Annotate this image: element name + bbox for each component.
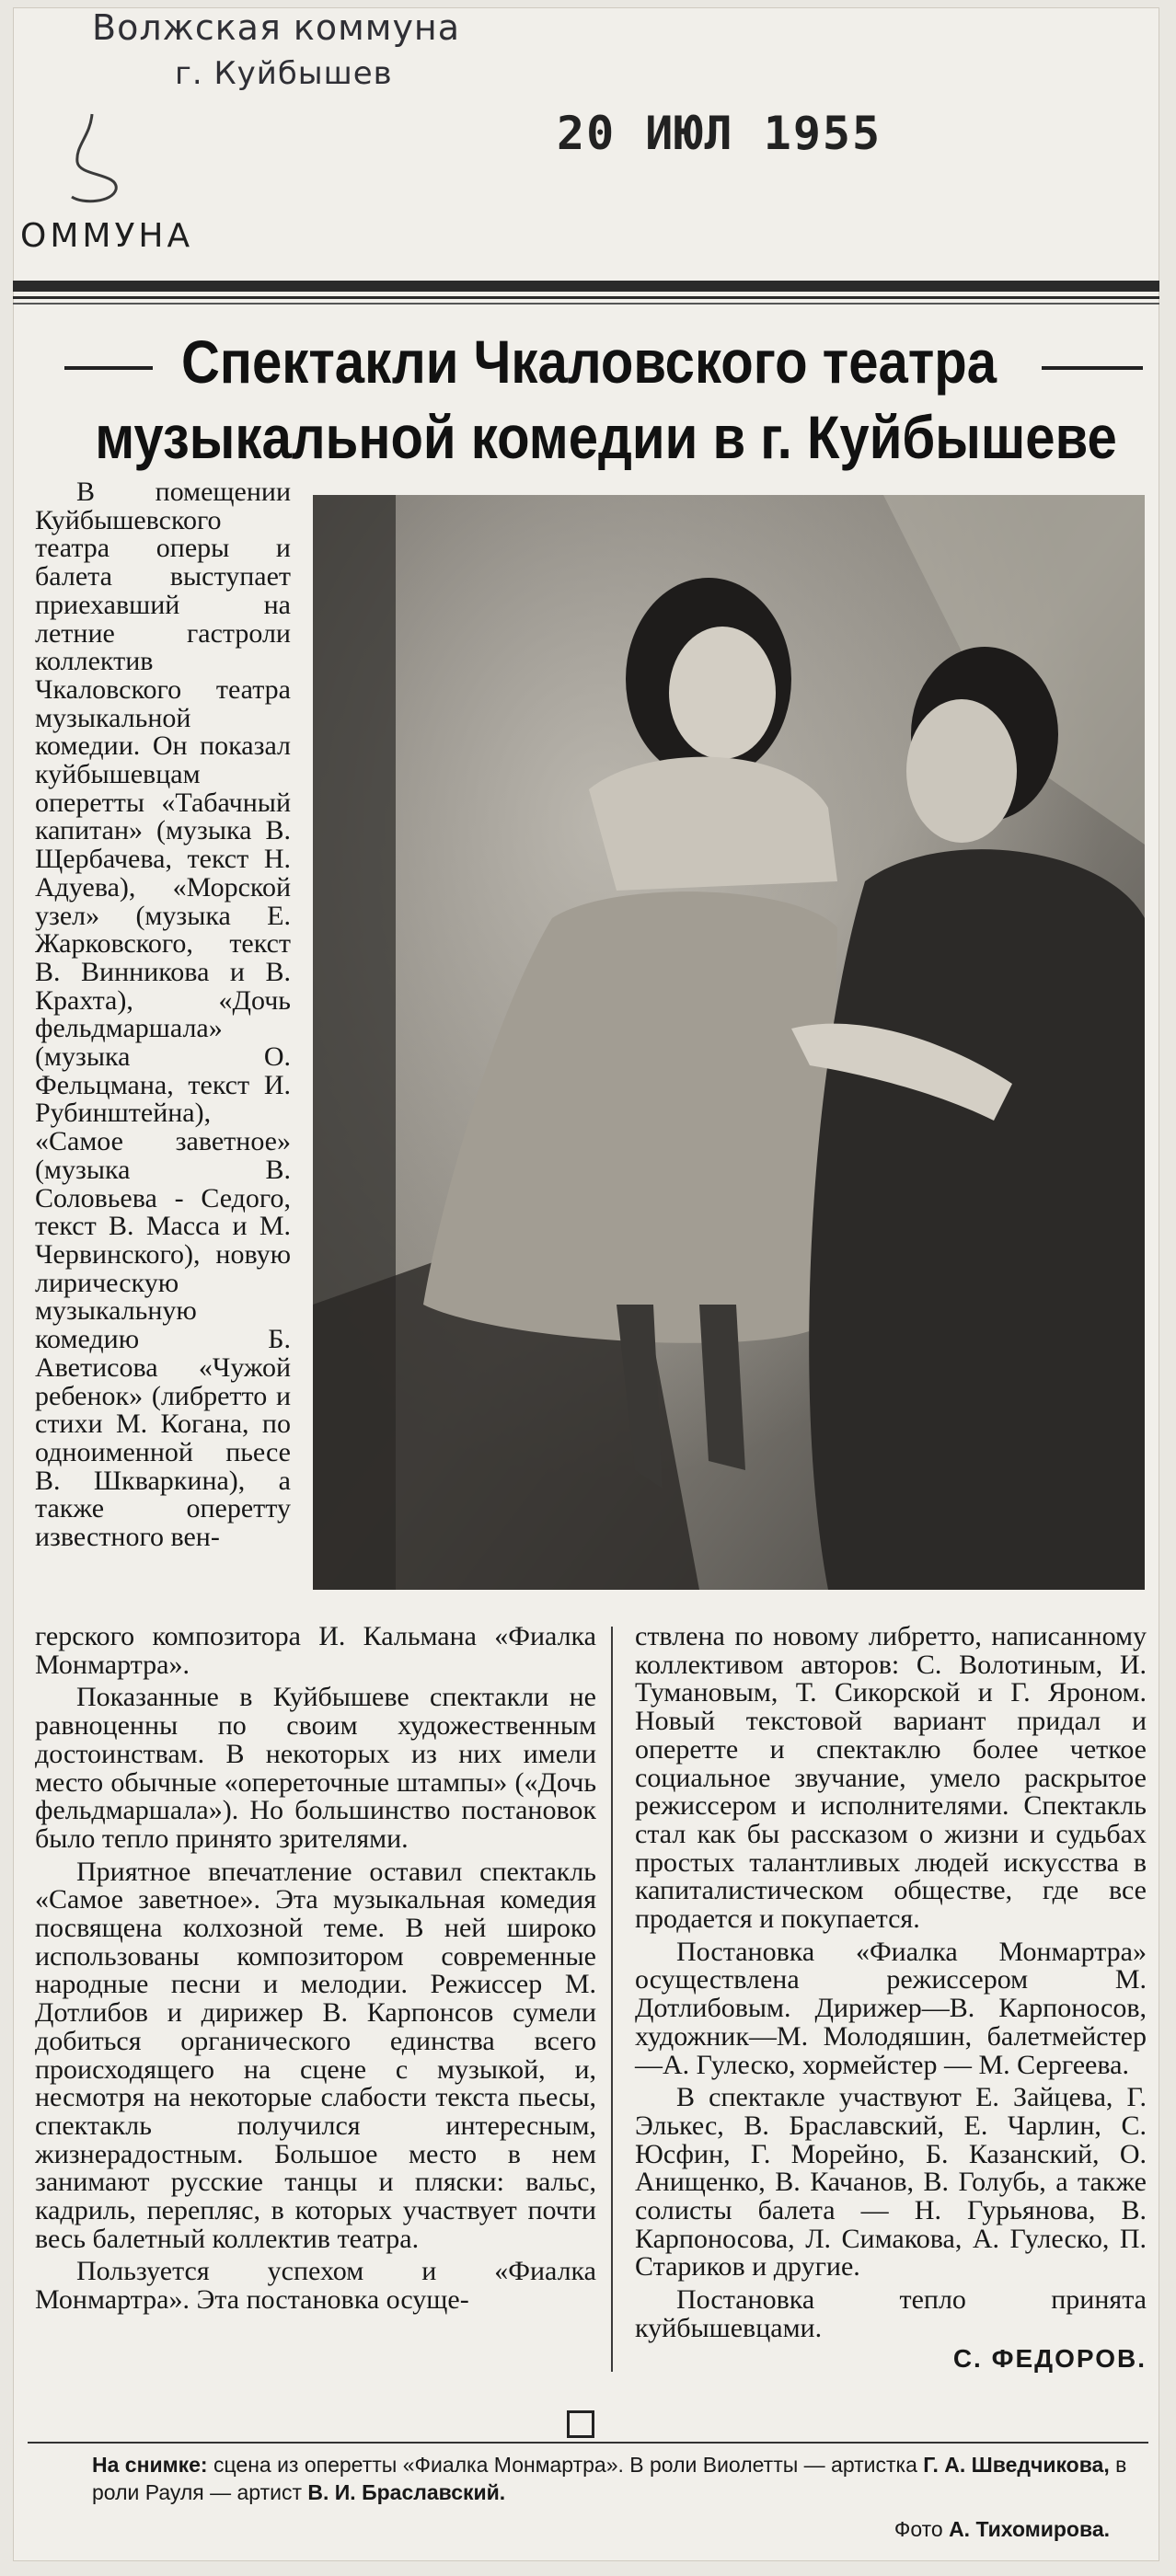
caption-mid: в роли Рауля — артист bbox=[92, 2453, 1127, 2504]
masthead-fragment: ОММУНА bbox=[20, 217, 194, 255]
caption-text: сцена из оперетты «Фиалка Монмартра». В роли Виолетты — артистка bbox=[213, 2453, 917, 2477]
article-paragraph: Пользуется успехом и «Фиалка Монмартра». Эта постановка осуще- bbox=[35, 2256, 596, 2316]
article-right-column bbox=[635, 1623, 1147, 2373]
headline-line-2: музыкальной комедии в г. Куйбышеве bbox=[95, 403, 1117, 471]
article-paragraph: ствлена по новому либретто, написанному коллективом авторов: С. Волотиным, И. Тумановым, Т. Сикорской и Г. Яроном. Новый текстовой вариант придал и оперетте и спектаклю более четкое социальное звучание, умело раскрытое режиссером и исполнителями. Спектакль стал как бы рассказом о жизни и судьбах простых талантливых людей искусства в капиталистическом обществе, где все продается и покупается. bbox=[635, 1621, 1147, 1935]
stamp-newspaper-name: Волжская коммуна bbox=[92, 7, 461, 48]
headline-dash-right bbox=[1042, 366, 1143, 370]
end-mark-square bbox=[567, 2410, 594, 2438]
photo-credit bbox=[552, 2517, 1110, 2542]
masthead-rule-thin bbox=[13, 296, 1159, 299]
headline bbox=[28, 324, 1150, 475]
article-paragraph: Показанные в Куйбышеве спектакли не равноценны по своим художественным достоинствам. В некоторых из них имели место обычные «опереточные штампы» («Дочь фельдмаршала»). Но большинство постановок было тепло принято зрителями. bbox=[35, 1682, 596, 1854]
caption-lead: На снимке: bbox=[92, 2453, 208, 2477]
article-paragraph: В спектакле участвуют Е. Зайцева, Г. Элькес, В. Браславский, Е. Чарлин, С. Юсфин, Г. Морейно, Б. Казанский, О. Анищенко, В. Качанов, В. Голубь, а также солисты балета — Н. Гурьянова, В. Карпоносова, Л. Симакова, А. Гулеско, П. Стариков и другие. bbox=[635, 2082, 1147, 2283]
headline-line-1: Спектакли Чкаловского театра bbox=[180, 328, 997, 396]
article-paragraph: В помещении Куйбышевского театра оперы и балета выступает приехавший на летние гастроли коллектив Чкаловского театра музыкальной комедии. Он показал куйбышевцам оперетты «Табачный капитан» (музыка В. Щербачева, текст Н. Адуева), «Морской узел» (музыка Е. Жарковского, текст В. Винникова и В. Крахта), «Дочь фельдмаршала» (музыка О. Фельцмана, текст И. Рубинштейна), «Самое заветное» (музыка В. Соловьева - Седого, текст В. Масса и М. Червинского), новую лирическую музыкальную комедию Б. Аветисова «Чужой ребенок» (либретто и стихи М. Когана, по одноименной пьесе В. Шкваркина), а также оперетту известного вен- bbox=[35, 477, 291, 1553]
caption-actress: Г. А. Шведчикова, bbox=[923, 2453, 1110, 2477]
masthead-rule bbox=[13, 281, 1159, 292]
caption-actor: В. И. Браславский. bbox=[307, 2480, 506, 2504]
handwritten-mark bbox=[55, 109, 156, 210]
headline-dash-left bbox=[64, 366, 153, 370]
article-paragraph: Приятное впечатление оставил спектакль «Самое заветное». Эта музыкальная комедия посвящена колхозной теме. В ней широко использованы композитором современные народные песни и мелодии. Режиссер М. Дотлибов и дирижер В. Карпонсов сумели добиться органического единства всего происходящего на сцене с музыкой, и, несмотря на некоторые слабости текста пьесы, спектакль получился интересным, жизнерадостным. Большое место в нем занимают русские танцы и пляски: вальс, кадриль, перепляс, в которых участвует почти весь балетный коллектив театра. bbox=[35, 1856, 596, 2254]
column-divider bbox=[611, 1627, 613, 2372]
stamp-city: г. Куйбышев bbox=[175, 55, 393, 92]
article-paragraph: герского композитора И. Кальмана «Фиалка Монмартра». bbox=[35, 1621, 596, 1680]
masthead-rule-thin-2 bbox=[13, 303, 1159, 305]
author-signature: С. ФЕДОРОВ. bbox=[952, 2343, 1147, 2373]
stamp-date: 20 ИЮЛ 1955 bbox=[557, 107, 882, 160]
photo-credit-name: А. Тихомирова. bbox=[949, 2517, 1110, 2541]
photo-scene-illustration bbox=[313, 495, 1145, 1590]
caption-rule bbox=[28, 2442, 1148, 2444]
scene-photo bbox=[313, 495, 1145, 1590]
article-paragraph: Постановка тепло принята куйбышевцами. bbox=[635, 2284, 1147, 2343]
article-narrow-column bbox=[35, 478, 291, 1552]
photo-credit-label: Фото bbox=[894, 2517, 943, 2541]
article-left-column bbox=[35, 1623, 596, 2315]
article-paragraph: Постановка «Фиалка Монмартра» осуществлена режиссером М. Дотлибовым. Дирижер—В. Карпоносов, художник—М. Молодяшин, балетмейстер—А. Гулеско, хормейстер — М. Сергеева. bbox=[635, 1936, 1147, 2080]
photo-caption bbox=[92, 2451, 1141, 2506]
